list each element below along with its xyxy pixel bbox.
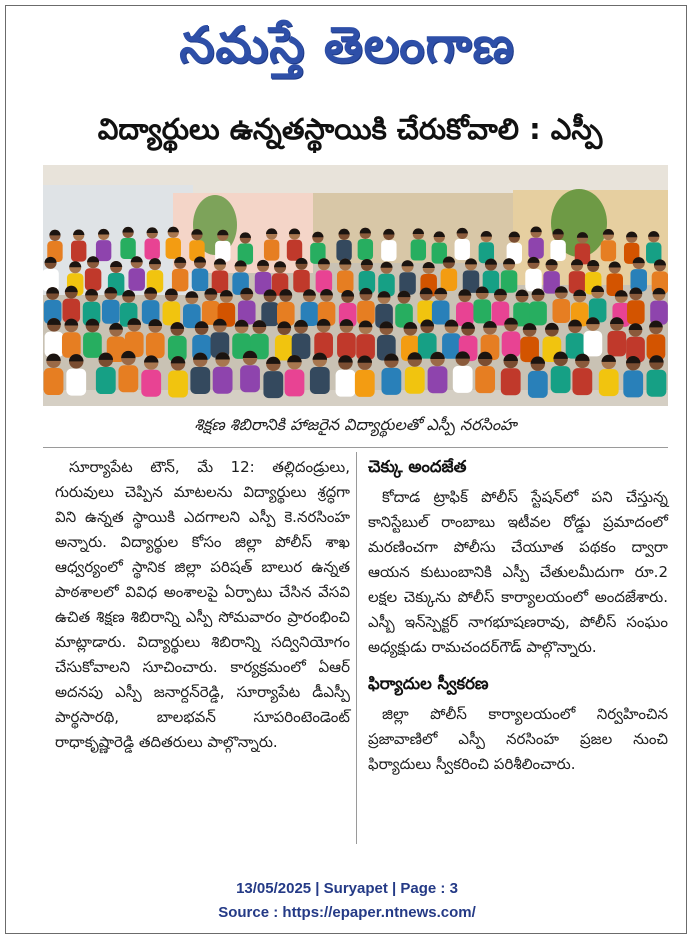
column-divider — [356, 452, 357, 844]
newspaper-masthead: నమస్తే తెలంగాణ — [179, 16, 515, 74]
source-line: Source : https://epaper.ntnews.com/ — [218, 904, 476, 921]
side-story-body-cheque: కోదాడ ట్రాఫిక్ పోలీస్ స్టేషన్‌లో పని చేస్తున్న కానిస్టేబుల్ రాంబాబు ఇటీవల రోడ్డు ప్రమాదంలో మరణించగా పోలీసు చేయూత పథకం ద్వారా ఆయన కుటుంబానికి ఎస్పీ చేతులమీదుగా రూ.2 లక్షల చెక్కును పోలీస్ కార్యాలయంలో అందజేశారు. ఎస్బీ ఇన్‌స్పెక్టర్ నాగభూషణరావు, పోలీస్ సంఘం అధ్యక్షుడు రామచందర్‌గౌడ్ పాల్గొన్నారు. — [368, 488, 668, 656]
article-photo — [43, 165, 668, 406]
article-body-text: సూర్యాపేట టౌన్, మే 12: తల్లిదండ్రులు, గురువులు చెప్పిన మాటలను విద్యార్థులు శ్రద్ధగా విని ఉన్నత స్థాయికి ఎదగాలని ఎస్పీ కె.నరసింహ అన్నారు. విద్యార్థుల కోసం జిల్లా పోలీస్ శాఖ ఆధ్వర్యంలో స్థానిక జిల్లా పరిషత్ బాలుర ఉన్నత పాఠశాలలో వివిధ అంశాలపై ఏర్పాటు చేసిన వేసవి ఉచిత శిక్షణ శిబిరాన్ని ఎస్పీ సోమవారం ప్రారంభించి మాట్లాడారు. విద్యార్థులు శిబిరాన్ని సద్వినియోగం చేసుకోవాలని సూచించారు. కార్యక్రమంలో ఏఆర్ అదనపు ఎస్పీ జనార్దన్‌రెడ్డి, సూర్యాపేట డీఎస్పీ పార్థసారథి, బాలభవన్ సూపరింటెండెంట్ రాధాకృష్ణారెడ్డి తదితరులు పాల్గొన్నారు. — [55, 458, 350, 751]
horizontal-rule — [43, 447, 668, 448]
photo-caption: శిక్షణ శిబిరానికి హాజరైన విద్యార్థులతో ఎస్పీ నరసింహ — [194, 415, 517, 434]
article-headline: విద్యార్థులు ఉన్నతస్థాయికి చేరుకోవాలి : ఎస్పీ — [97, 112, 603, 146]
side-story-body-complaints: జిల్లా పోలీస్ కార్యాలయంలో నిర్వహించిన ప్రజావాణిలో ఎస్పీ నరసింహ ప్రజల నుంచి ఫిర్యాదులు స్వీకరించి పరిశీలించారు. — [368, 705, 668, 773]
side-stories-column — [368, 452, 668, 786]
article-body-column — [55, 455, 350, 755]
page-footer — [0, 877, 694, 925]
group-photo-illustration — [43, 165, 668, 406]
edition-line: 13/05/2025 | Suryapet | Page : 3 — [236, 880, 458, 897]
side-story-heading-complaints: ఫిర్యాదుల స్వీకరణ — [368, 674, 489, 693]
side-story-heading-cheque: చెక్కు అందజేత — [368, 457, 467, 476]
